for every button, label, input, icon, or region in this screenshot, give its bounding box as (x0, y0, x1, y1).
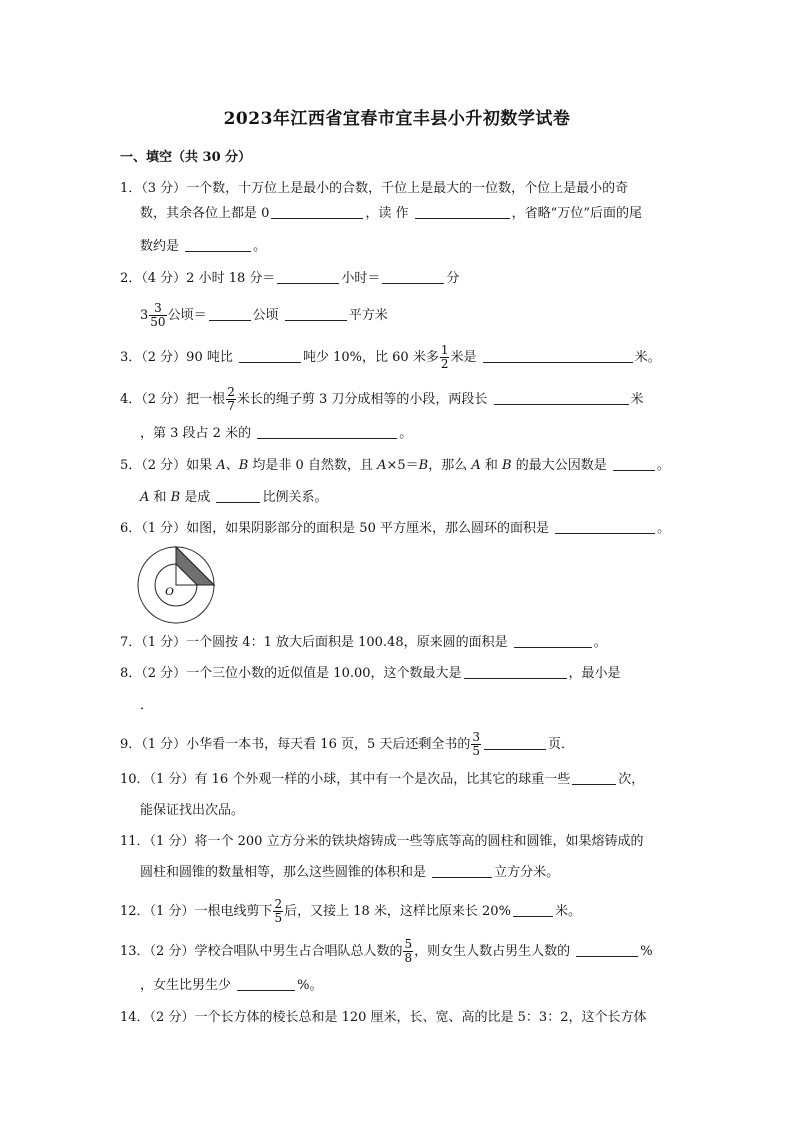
answer-blank[interactable] (237, 977, 295, 991)
question-1-line-1: 1．（3 分）一个数，十万位上是最小的合数，千位上是最大的一位数，个位上是最小的奇 (120, 181, 629, 196)
answer-blank[interactable] (271, 205, 363, 219)
question-14-line-1: 14．（2 分）一个长方体的棱长总和是 120 厘米，长、宽、高的比是 5：3：2，这个长方体 (120, 1010, 647, 1025)
answer-blank[interactable] (613, 457, 655, 471)
fraction: $\frac{5}{8}$ (404, 937, 413, 965)
question-10-line-1: 10．（1 分）有 16 个外观一样的小球，其中有一个是次品，比其它的球重一些 次， (120, 772, 645, 787)
answer-blank[interactable] (464, 665, 567, 679)
answer-blank[interactable] (277, 270, 339, 284)
question-5-line-2: A 和 B 是成 比例关系。 (140, 490, 328, 505)
question-10-line-2: 能保证找出次品。 (140, 803, 245, 818)
answer-blank[interactable] (216, 489, 260, 503)
question-5-line-1: 5．（2 分）如果 A、B 均是非 0 自然数，且 A×5＝B，那么 A 和 B 的最大公因数是 。 (120, 458, 670, 473)
annulus-figure (135, 545, 225, 629)
question-12-line-1: 12．（1 分）一根电线剪下 $\frac{2}{5}$ 后，又接上 18 米，这样比原来长 20% 米。 (120, 897, 581, 925)
answer-blank[interactable] (572, 771, 616, 785)
answer-blank[interactable] (494, 391, 629, 405)
answer-blank[interactable] (576, 943, 638, 957)
question-11-line-1: 11．（1 分）将一个 200 立方分米的铁块熔铸成一些等底等高的圆柱和圆锥，如果熔铸成的 (120, 834, 644, 849)
question-8-line-2: ． (140, 698, 154, 713)
question-2-line-1: 2．（4 分）2 小时 18 分＝ 小时＝ 分 (120, 271, 460, 286)
fraction: $\frac{3}{5}$ (472, 730, 481, 758)
answer-blank[interactable] (257, 425, 397, 439)
answer-blank[interactable] (185, 238, 251, 252)
fraction: $\frac{3}{50}$ (150, 301, 166, 329)
answer-blank[interactable] (415, 205, 510, 219)
question-2-line-2: 3 $\frac{3}{50}$ 公顷＝ 公顷 平方米 (140, 301, 388, 329)
question-6-line-1: 6．（1 分）如图，如果阴影部分的面积是 50 平方厘米，那么圆环的面积是 。 (120, 521, 671, 536)
question-9-line-1: 9．（1 分）小华看一本书，每天看 16 页，5 天后还剩全书的 $\frac{3}{5}$ 页． (120, 730, 575, 758)
question-8-line-1: 8．（2 分）一个三位小数的近似值是 10.00，这个数最大是 ，最小是 (120, 666, 621, 681)
answer-blank[interactable] (514, 634, 592, 648)
question-3-line-1: 3．（2 分）90 吨比 吨少 10%，比 60 米多 $\frac{1}{2}$ 米是 米。 (120, 343, 661, 371)
fraction: $\frac{2}{5}$ (274, 897, 283, 925)
question-1-line-3: 数约是 。 (140, 239, 267, 254)
question-7-line-1: 7．（1 分）一个圆按 4：1 放大后面积是 100.48，原来圆的面积是 。 (120, 635, 607, 650)
answer-blank[interactable] (285, 307, 347, 321)
answer-blank[interactable] (483, 349, 633, 363)
page-title: 2023年江西省宜春市宜丰县小升初数学试卷 (223, 109, 571, 129)
answer-blank[interactable] (382, 270, 444, 284)
question-13-line-1: 13．（2 分）学校合唱队中男生占合唱队总人数的 $\frac{5}{8}$ ，则女生人数占男生人数的 % (120, 937, 653, 965)
question-1-line-2: 数，其余各位上都是 0 ，读 作 ，省略“万位”后面的尾 (140, 206, 642, 221)
answer-blank[interactable] (209, 307, 251, 321)
question-11-line-2: 圆柱和圆锥的数量相等，那么这些圆锥的体积和是 立方分米。 (140, 865, 560, 880)
question-4-line-1: 4．（2 分）把一根 $\frac{2}{7}$ 米长的绳子剪 3 刀分成相等的小段，两段长 米 (120, 385, 644, 413)
answer-blank[interactable] (555, 520, 655, 534)
annulus-diagram (135, 545, 225, 625)
section-heading: 一、填空（共 30 分） (120, 150, 252, 165)
fraction: $\frac{2}{7}$ (227, 385, 235, 413)
answer-blank[interactable] (432, 864, 492, 878)
question-4-line-2: ，第 3 段占 2 米的 。 (140, 426, 413, 441)
answer-blank[interactable] (239, 349, 301, 363)
answer-blank[interactable] (484, 736, 546, 750)
fraction: $\frac{1}{2}$ (440, 343, 449, 371)
answer-blank[interactable] (513, 903, 553, 917)
question-13-line-2: ，女生比男生少 %。 (140, 978, 323, 993)
center-label: O (165, 584, 174, 598)
